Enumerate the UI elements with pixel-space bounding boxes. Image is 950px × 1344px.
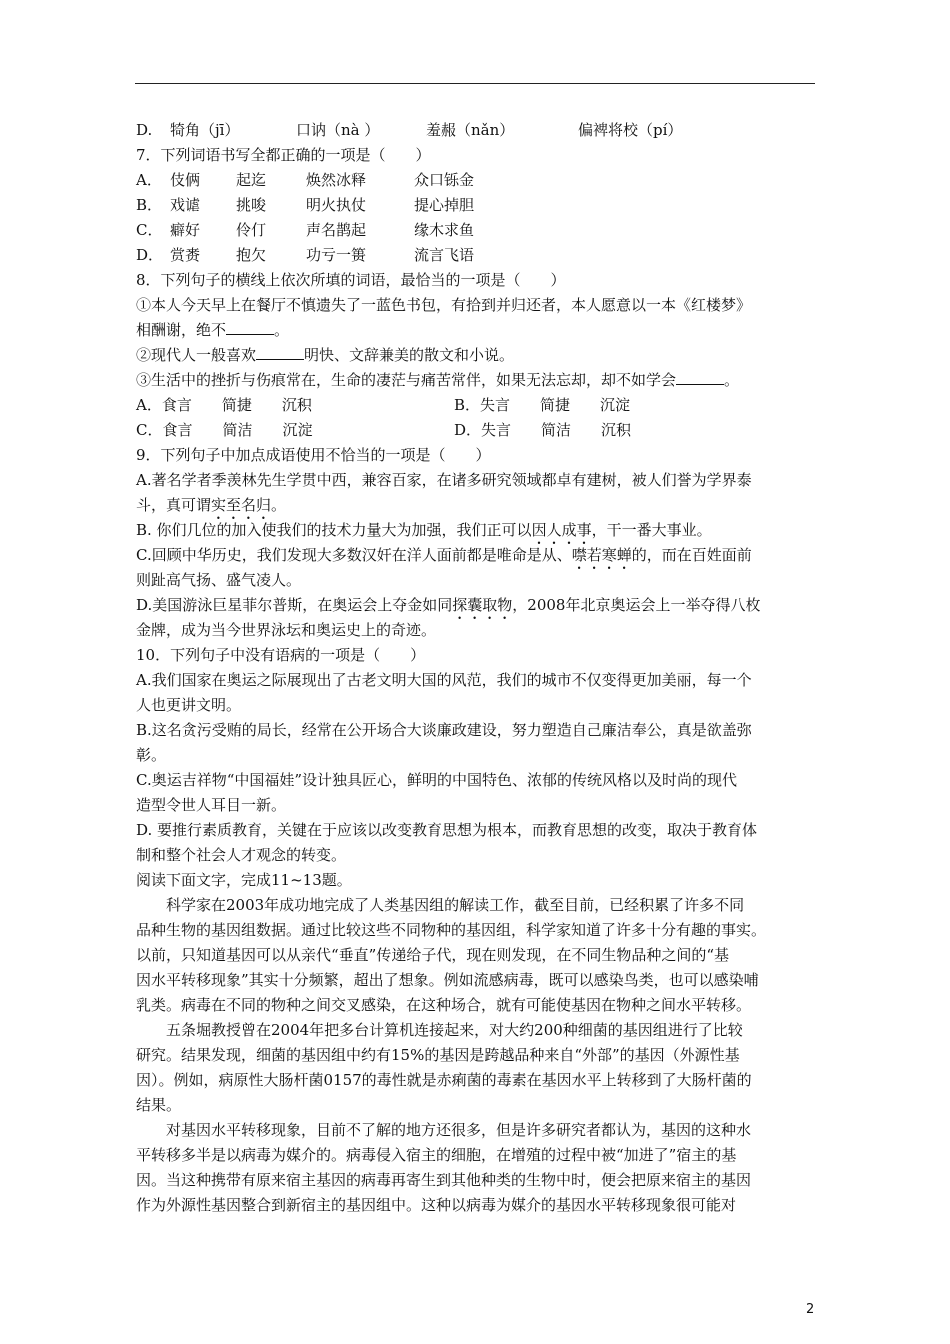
q8-options-cd: C．食言 简洁 沉淀 D．失言 简洁 沉积	[136, 421, 632, 439]
q10-option-a-cont: 人也更讲文明。	[136, 696, 242, 714]
q7-stem: 7．下列词语书写全都正确的一项是（ ）	[136, 146, 431, 164]
q10-option-c: C.奥运吉祥物“中国福娃”设计独具匠心，鲜明的中国特色、浓郁的传统风格以及时尚的现代	[136, 771, 738, 789]
reading-p1-line: 乳类。病毒在不同的物种之间交叉感染，在这种场合，就有可能使基因在物种之间水平转移。	[136, 996, 752, 1014]
q10-option-c-cont: 造型令世人耳目一新。	[136, 796, 287, 814]
header-rule	[135, 83, 815, 84]
reading-p2-line: 五条堀教授曾在2004年把多台计算机连接起来，对大约200种细菌的基因组进行了比较	[166, 1021, 743, 1039]
reading-p1-line: 科学家在2003年成功地完成了人类基因组的解读工作，截至目前，已经积累了许多不同	[166, 896, 745, 914]
q10-option-d-cont: 制和整个社会人才观念的转变。	[136, 846, 347, 864]
q8-sentence-2: ②现代人一般喜欢 明快、文辞兼美的散文和小说。	[136, 343, 820, 368]
dotted-idiom: 噤若寒蝉	[571, 546, 632, 564]
q8-sentence-3: ③生活中的挫折与伤痕常在，生命的凄茫与痛苦常伴，如果无法忘却，却不如学会 。	[136, 368, 820, 393]
q9-stem: 9．下列句子中加点成语使用不恰当的一项是（ ）	[136, 446, 491, 464]
reading-p2-line: 因）。例如，病原性大肠杆菌0157的毒性就是赤痢菌的毒素在基因水平上转移到了大肠杆菌的	[136, 1071, 752, 1089]
q9-option-c: C.回顾中华历史，我们发现大多数汉奸在洋人面前都是唯命是从、噤若寒蝉的，而在百姓面前	[136, 546, 752, 564]
fill-blank	[256, 343, 304, 360]
q7-option-a: A． 伎俩 起迄 焕然冰释 众口铄金	[136, 171, 475, 189]
reading-p2-line: 研究。结果发现，细菌的基因组中约有15%的基因是跨越品种来自“外部”的基因（外源性基	[136, 1046, 740, 1064]
reading-p3-line: 对基因水平转移现象，目前不了解的地方还很多，但是许多研究者都认为，基因的这种水	[166, 1121, 752, 1139]
q7-option-b: B． 戏谑 挑唆 明火执仗 提心掉胆	[136, 196, 475, 214]
q10-option-d: D. 要推行素质教育，关键在于应该以改变教育思想为根本，而教育思想的改变，取决于教育体	[136, 821, 758, 839]
reading-p3-line: 因。当这种携带有原来宿主基因的病毒再寄生到其他种类的生物中时，便会把原来宿主的基因	[136, 1171, 752, 1189]
q8-sentence-1-cont: 相酬谢，绝不 。	[136, 318, 820, 343]
q8-stem: 8．下列句子的横线上依次所填的词语，最恰当的一项是（ ）	[136, 271, 566, 289]
q10-option-b-cont: 彰。	[136, 746, 167, 764]
dotted-idiom: 实至名归	[211, 496, 272, 514]
q9-option-a: A.著名学者季羡林先生学贯中西，兼容百家，在诸多研究领域都卓有建树，被人们誉为学界泰	[136, 471, 752, 489]
page-number: 2	[806, 1302, 815, 1317]
dotted-idiom: 探囊取物	[452, 596, 513, 614]
q9-option-d-cont: 金牌，成为当今世界泳坛和奥运史上的奇迹。	[136, 621, 437, 639]
q9-option-a-cont: 斗，真可谓实至名归。	[136, 496, 287, 514]
reading-p2-line: 结果。	[136, 1096, 182, 1114]
q6-option-d: D. 犄角（jī） 口讷（nà ） 羞赧（nǎn） 偏裨将校（pí）	[136, 121, 683, 139]
reading-p1-line: 品种生物的基因组数据。通过比较这些不同物种的基因组，科学家知道了许多十分有趣的事实。	[136, 921, 767, 939]
fill-blank	[226, 318, 274, 335]
q9-option-c-cont: 则趾高气扬、盛气凌人。	[136, 571, 302, 589]
fill-blank	[676, 368, 724, 385]
q9-option-d: D.美国游泳巨星菲尔普斯，在奥运会上夺金如同探囊取物，2008年北京奥运会上一举夺得八枚	[136, 596, 761, 614]
reading-p1-line: 以前，只知道基因可以从亲代“垂直”传递给子代，现在则发现，在不同生物品种之间的“基	[136, 946, 730, 964]
reading-p3-line: 平转移多半是以病毒为媒介的。病毒侵入宿主的细胞，在增殖的过程中被“加进了”宿主的基	[136, 1146, 737, 1164]
page-content	[136, 118, 820, 1218]
q10-stem: 10．下列句子中没有语病的一项是（ ）	[136, 646, 426, 664]
q10-option-b: B.这名贪污受贿的局长，经常在公开场合大谈廉政建设，努力塑造自己廉洁奉公，真是欲盖弥	[136, 721, 752, 739]
q7-option-d: D． 赏赉 抱欠 功亏一篑 流言飞语	[136, 246, 475, 264]
reading-p1-line: 因水平转移现象”其实十分频繁，超出了想象。例如流感病毒，既可以感染鸟类，也可以感染哺	[136, 971, 759, 989]
q10-option-a: A.我们国家在奥运之际展现出了古老文明大国的风范，我们的城市不仅变得更加美丽，每一个	[136, 671, 752, 689]
dotted-idiom: 因人成事	[531, 521, 592, 539]
reading-intro: 阅读下面文字，完成11~13题。	[136, 871, 352, 889]
reading-p3-line: 作为外源性基因整合到新宿主的基因组中。这种以病毒为媒介的基因水平转移现象很可能对	[136, 1196, 737, 1214]
q9-option-b: B. 你们几位的加入使我们的技术力量大为加强，我们正可以因人成事，干一番大事业。	[136, 521, 712, 539]
q7-option-c: C． 癖好 伶仃 声名鹊起 缘木求鱼	[136, 221, 475, 239]
q8-options-ab: A．食言 简捷 沉积 B．失言 简捷 沉淀	[136, 396, 631, 414]
q8-sentence-1: ①本人今天早上在餐厅不慎遗失了一蓝色书包，有拾到并归还者，本人愿意以一本《红楼梦》	[136, 296, 752, 314]
